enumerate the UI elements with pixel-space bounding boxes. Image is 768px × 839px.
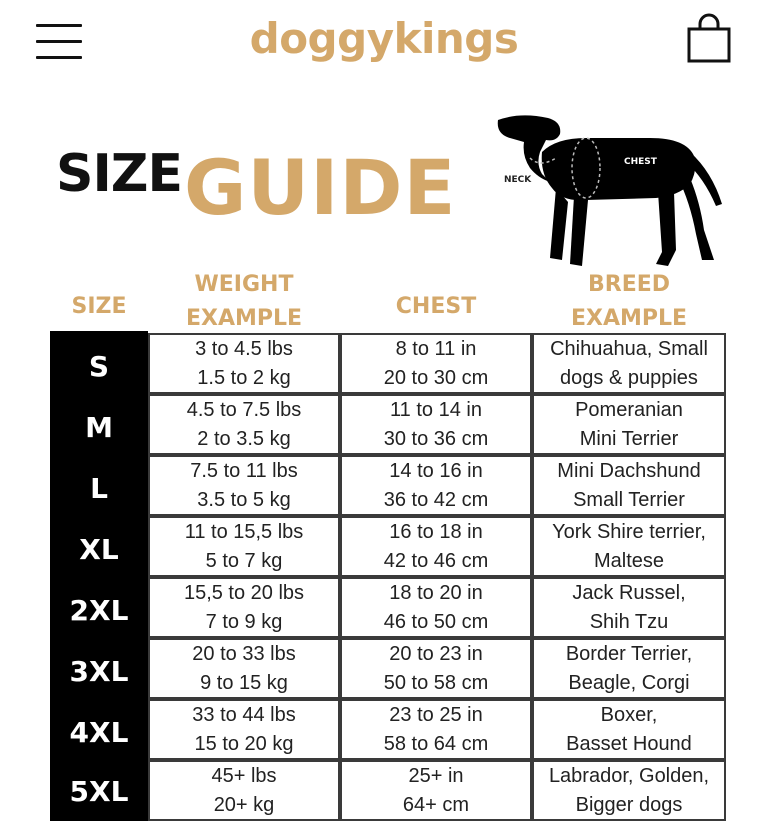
weight-cell [148,455,340,516]
weight-cell [148,577,340,638]
weight-lbs: 15,5 to 20 lbs [183,581,305,604]
header [0,0,768,90]
chest-in: 11 to 14 in [390,398,482,421]
breed-line2: Maltese [593,549,665,572]
chest-in: 16 to 18 in [389,520,483,543]
chest-cell [340,577,532,638]
chest-cm: 42 to 46 cm [383,549,489,572]
size-label: 2XL [69,594,129,627]
dog-measurement-figure [490,112,730,272]
weight-lbs: 20 to 33 lbs [192,642,296,665]
weight-kg: 2 to 3.5 kg [197,427,291,450]
brand-logo[interactable]: doggykings [249,14,519,63]
size-label: M [85,411,113,444]
weight-cell [148,394,340,455]
chest-cell [340,760,532,821]
header-breed [532,268,726,336]
header-breed-line1: BREED [587,272,671,297]
breed-line2: Beagle, Corgi [568,671,690,694]
header-weight-line1: WEIGHT [194,272,294,297]
breed-cell [532,760,726,821]
weight-cell [148,516,340,577]
weight-lbs: 45+ lbs [211,764,277,787]
size-table [50,331,726,821]
chest-cm: 46 to 50 cm [383,610,489,633]
breed-line1: Pomeranian [575,398,683,421]
size-label: 5XL [69,775,129,808]
size-label: XL [79,533,119,566]
breed-line1: Border Terrier, [565,642,693,665]
chest-in: 14 to 16 in [389,459,483,482]
breed-line2: dogs & puppies [560,366,698,389]
chest-cm: 64+ cm [402,793,470,816]
breed-cell [532,638,726,699]
chest-cell [340,394,532,455]
size-label: 3XL [69,655,129,688]
breed-line2: Shih Tzu [589,610,669,633]
chest-in: 20 to 23 in [389,642,483,665]
breed-line1: Jack Russel, [572,581,686,604]
chest-cm: 50 to 58 cm [383,671,489,694]
size-label: S [88,350,110,383]
weight-lbs: 7.5 to 11 lbs [190,459,298,482]
weight-lbs: 11 to 15,5 lbs [184,520,304,543]
weight-kg: 5 to 7 kg [205,549,283,572]
weight-kg: 9 to 15 kg [200,671,288,694]
chest-in: 23 to 25 in [389,703,483,726]
chest-in: 25+ in [408,764,464,787]
chest-label: CHEST [624,157,657,167]
breed-cell [532,455,726,516]
weight-kg: 1.5 to 2 kg [197,366,291,389]
breed-line1: Chihuahua, Small [550,337,708,360]
shopping-bag-icon[interactable] [686,12,732,64]
size-label: L [90,472,108,505]
header-chest: CHEST [395,294,477,319]
weight-lbs: 3 to 4.5 lbs [195,337,293,360]
chest-in: 18 to 20 in [389,581,483,604]
header-breed-line2: EXAMPLE [570,306,688,331]
chest-cm: 30 to 36 cm [383,427,489,450]
chest-cell [340,333,532,394]
weight-kg: 20+ kg [213,793,275,816]
breed-line1: Labrador, Golden, [548,764,710,787]
chest-cell [340,516,532,577]
weight-lbs: 4.5 to 7.5 lbs [186,398,302,421]
weight-cell [148,333,340,394]
chest-in: 8 to 11 in [395,337,477,360]
chest-cell [340,638,532,699]
breed-cell [532,699,726,760]
breed-line2: Bigger dogs [575,793,683,816]
header-size: SIZE [71,294,127,319]
breed-line2: Basset Hound [566,732,692,755]
weight-cell [148,638,340,699]
breed-line2: Mini Terrier [579,427,679,450]
breed-cell [532,577,726,638]
breed-cell [532,516,726,577]
title-size: SIZE [56,144,183,204]
weight-cell [148,760,340,821]
title-guide: GUIDE [184,143,457,232]
breed-cell [532,394,726,455]
breed-line1: York Shire terrier, [552,520,706,543]
weight-kg: 7 to 9 kg [205,610,283,633]
neck-label: NECK [504,175,532,185]
header-weight-line2: EXAMPLE [185,306,303,331]
breed-line1: Mini Dachshund [557,459,701,482]
weight-kg: 3.5 to 5 kg [197,488,291,511]
size-label: 4XL [69,716,129,749]
breed-line1: Boxer, [600,703,658,726]
header-weight [148,268,340,336]
breed-cell [532,333,726,394]
chest-cell [340,699,532,760]
chest-cm: 36 to 42 cm [383,488,489,511]
chest-cm: 58 to 64 cm [383,732,489,755]
weight-cell [148,699,340,760]
weight-kg: 15 to 20 kg [194,732,294,755]
breed-line2: Small Terrier [573,488,685,511]
dog-silhouette-icon [498,115,722,266]
weight-lbs: 33 to 44 lbs [192,703,296,726]
chest-cell [340,455,532,516]
chest-cm: 20 to 30 cm [383,366,489,389]
